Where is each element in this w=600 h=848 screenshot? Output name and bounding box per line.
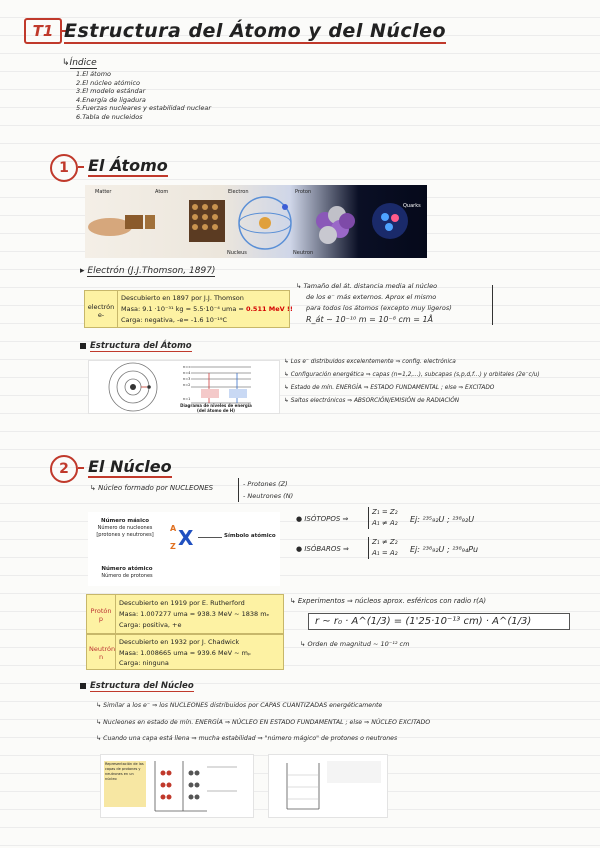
isotopes-label: ● ISÓTOPOS ⇒ — [296, 515, 349, 523]
nuclear-shell-diagram — [147, 757, 251, 815]
strip-label-nucleus: Nucleus — [227, 250, 247, 256]
page-title-text: Estructura del Átomo y del Núcleo — [64, 20, 447, 42]
mass-number-symbol: A — [170, 524, 177, 533]
strip-label-neutron: Neutron — [293, 250, 314, 256]
note-line: ↳ Nucleones en estado de mín. ENERGÍA ⇒ NÚCLEO EN ESTADO FUNDAMENTAL ; else ⇒ NÚCLEO EXCITADO — [96, 718, 431, 726]
note-text: Similar a los e⁻ ⇒ los NUCLEONES distribuidos por CAPAS CUANTIZADAS energéticamente — [103, 702, 383, 709]
nucleus-formed-by: ↳ Núcleo formado por NUCLEONES — [90, 484, 214, 492]
note-line: ↳ Saltos electrónicos ⇒ ABSORCIÓN/EMISIÓN de RADIACIÓN — [284, 398, 460, 404]
mass-number-sub2: [protones y neutrones] — [96, 532, 154, 538]
level-label: n=1 — [183, 397, 191, 401]
index-list — [76, 70, 211, 122]
strip-label-quarks: Quarks — [403, 203, 421, 209]
card-divider — [115, 635, 116, 669]
nucleus-structure-heading-text: Estructura del Núcleo — [90, 681, 194, 691]
electron-card-label: electrón e- — [87, 303, 115, 319]
note-line: ↳ Similar a los e⁻ ⇒ los NUCLEONES distribuidos por CAPAS CUANTIZADAS energéticamente — [96, 702, 383, 709]
topic-badge: T1 — [24, 18, 62, 44]
nucleus-formed-by-text: Núcleo formado por NUCLEONES — [98, 484, 214, 492]
energy-level-labels — [183, 364, 191, 402]
section-1-title: El Átomo — [88, 156, 168, 175]
note-text: Configuración energética ⇒ capas (n=1,2,...), subcapas (s,p,d,f...) y orbitales (2e⁻c/u) — [290, 372, 540, 378]
index-item: 4.Energía de ligadura — [76, 95, 146, 104]
electron-card-line1: Descubierto en 1897 por J.J. Thomson — [121, 294, 244, 302]
proton-card — [86, 594, 284, 634]
nucleon-item: - Protones (Z) — [243, 480, 288, 488]
level-label: n=∞ — [183, 365, 192, 369]
proton-card-line2: Masa: 1.007277 uma = 938.3 MeV ~ 1838 mₑ — [119, 610, 270, 618]
note-line: ↳ Los e⁻ distribuidos excelentemente ⇒ config. electrónica — [284, 359, 456, 365]
note-text: Cuando una capa está llena ⇒ mucha estabilidad ⇒ "número mágico" de protones o neutrones — [103, 735, 398, 742]
experiments-note: ↳ Experimentos ⇒ núcleos aprox. esféricos con radio r(A) — [290, 597, 487, 605]
square-bullet-icon — [80, 683, 86, 689]
note-bracket — [492, 285, 493, 325]
isobar-rule: Z₁ ≠ Z₂ — [372, 538, 398, 546]
note-text: Tamaño del át. distancia media al núcleo — [303, 282, 438, 290]
note-line: ↳ Tamaño del át. distancia media al núcleo — [296, 282, 438, 290]
isobars-label: ● ISÓBAROS ⇒ — [296, 545, 349, 553]
level-label: n=3 — [183, 377, 191, 381]
atom-structure-heading-text: Estructura del Átomo — [90, 341, 192, 351]
neutron-card-line3: Carga: ninguna — [119, 659, 169, 667]
nucleon-item-text: Neutrones (N) — [247, 492, 294, 500]
level-label: n=4 — [183, 371, 191, 375]
section-2-number: 2 — [50, 455, 78, 483]
mass-number-label: Número másico — [100, 518, 150, 524]
strip-label-proton: Proton — [295, 189, 312, 195]
atom-scale-strip — [85, 185, 427, 258]
strip-label-matter: Matter — [95, 189, 112, 195]
nucleus-structure-notes — [96, 698, 596, 748]
section-2-dash — [78, 467, 84, 469]
note-text: Estado de mín. ENERGÍA ⇒ ESTADO FUNDAMENTAL ; else ⇒ EXCITADO — [290, 385, 495, 391]
index-item: 2.El núcleo atómico — [76, 78, 141, 87]
nuclear-shell-figure — [100, 754, 254, 818]
atomic-number-symbol: Z — [170, 542, 176, 551]
electron-card-line2 — [121, 304, 293, 314]
neutron-card-label: Neutrón n — [89, 645, 116, 661]
isotopes-rules — [368, 507, 398, 529]
nuclear-potential-figure — [268, 754, 388, 818]
neutron-card — [86, 634, 284, 670]
electron-mass: Masa: 9.1 ·10⁻³¹ kg = 5.5·10⁻⁴ uma = — [121, 305, 244, 313]
triangle-bullet-icon: ▸ — [80, 266, 85, 276]
note-line: ↳ Estado de mín. ENERGÍA ⇒ ESTADO FUNDAMENTAL ; else ⇒ EXCITADO — [284, 385, 495, 391]
level-label: n=2 — [183, 383, 191, 387]
atom-size-note — [296, 281, 596, 325]
square-bullet-icon — [80, 343, 86, 349]
note-line: ↳ Cuando una capa está llena ⇒ mucha estabilidad ⇒ "número mágico" de protones o neutrones — [96, 735, 398, 742]
electron-card-line3: Carga: negativa, -e= -1.6 10⁻¹⁹C — [121, 316, 228, 324]
electron-heading-text: Electrón (J.J.Thomson, 1897) — [87, 266, 216, 276]
index-item: 6.Tabla de nucleidos — [76, 112, 143, 121]
card-divider — [117, 291, 118, 327]
shell-figure-caption: Representación de las capas de protones y neutrones en un núcleo — [104, 761, 146, 807]
isobars-label-text: ISÓBAROS — [304, 545, 341, 553]
order-note: ↳ Orden de magnitud ~ 10⁻¹² cm — [300, 640, 410, 648]
atomic-number-sub: Número de protones — [101, 573, 153, 579]
element-symbol: X — [178, 526, 194, 550]
isobars-example: Ej: ²³⁸₉₂U ; ²³⁸₉₄Pu — [410, 545, 479, 554]
nucleus-structure-heading — [80, 681, 194, 691]
diagram-caption: Diagrama de niveles de energía (del átomo de H) — [180, 403, 252, 413]
index-heading-text: Índice — [69, 58, 97, 68]
atom-scale-illustration — [85, 185, 427, 258]
proton-card-label: Protón p — [90, 607, 112, 623]
nucleons-bracket — [238, 478, 239, 502]
isotope-rule: A₁ ≠ A₂ — [372, 519, 398, 527]
nucleon-item: - Neutrones (N) — [243, 492, 294, 500]
note-line: ↳ Configuración energética ⇒ capas (n=1,2,...), subcapas (s,p,d,f...) y orbitales (2e⁻c/u) — [284, 372, 540, 378]
section-1-dash — [78, 166, 84, 168]
page-title — [64, 20, 446, 42]
index-heading: ↳Índice — [62, 58, 97, 68]
mass-number-sub1: Número de nucleones — [97, 525, 153, 531]
electron-heading — [80, 266, 215, 276]
radius-formula: r ~ r₀ · A^(1/3) = (1'25·10⁻¹³ cm) · A^(1/3) — [308, 613, 570, 630]
index-item: 3.El modelo estándar — [76, 87, 146, 96]
order-note-text: Orden de magnitud ~ 10⁻¹² cm — [307, 640, 410, 648]
index-item: 1.El átomo — [76, 70, 111, 78]
note-text: Los e⁻ distribuidos excelentemente ⇒ config. electrónica — [290, 359, 456, 365]
electron-card — [84, 290, 293, 328]
proton-card-line3: Carga: positiva, +e — [119, 621, 182, 629]
note-line: R_át ~ 10⁻¹⁰ m = 10⁻⁸ cm = 1Å — [306, 315, 434, 324]
proton-card-line1: Descubierto en 1919 por E. Rutherford — [119, 599, 245, 607]
nucleons-list — [243, 478, 293, 502]
nuclear-potential-diagram — [269, 755, 387, 817]
isotopes-example: Ej: ²³⁵₉₂U ; ²³⁸₉₂U — [410, 515, 475, 524]
section-1-number: 1 — [50, 154, 78, 182]
atom-structure-notes — [284, 356, 600, 408]
isobars-rules — [368, 537, 398, 559]
section-2-title: El Núcleo — [88, 457, 172, 476]
note-line: para todos los átomos (excepto muy ligeros) — [306, 304, 452, 312]
electron-mass-mev: 0.511 MeV !! — [245, 305, 293, 313]
isotopes-label-text: ISÓTOPOS — [304, 515, 341, 523]
isotope-rule: Z₁ = Z₂ — [372, 508, 398, 516]
strip-label-electron: Electron — [228, 189, 249, 195]
nuclide-notation-figure — [88, 512, 280, 586]
card-divider — [115, 595, 116, 633]
neutron-card-line1: Descubierto en 1932 por J. Chadwick — [119, 638, 240, 646]
symbol-label: Símbolo atómico — [224, 533, 276, 539]
neutron-card-line2: Masa: 1.008665 uma = 939.6 MeV ~ mₚ — [119, 649, 251, 657]
note-text: Saltos electrónicos ⇒ ABSORCIÓN/EMISIÓN de RADIACIÓN — [290, 398, 460, 404]
note-line: de los e⁻ más externos. Aprox el mismo — [306, 293, 437, 301]
experiments-note-text: Experimentos ⇒ núcleos aprox. esféricos con radio r(A) — [297, 597, 487, 605]
isobar-rule: A₁ = A₂ — [372, 549, 398, 557]
strip-label-atom: Atom — [155, 189, 169, 195]
atom-structure-heading — [80, 341, 192, 351]
note-text: Nucleones en estado de mín. ENERGÍA ⇒ NÚCLEO EN ESTADO FUNDAMENTAL ; else ⇒ NÚCLEO EXCITADO — [103, 718, 431, 726]
symbol-pointer — [198, 537, 222, 538]
atomic-number-label: Número atómico — [101, 566, 153, 572]
nucleon-item-text: Protones (Z) — [247, 480, 288, 488]
index-item: 5.Fuerzas nucleares y estabilidad nuclear — [76, 104, 211, 113]
